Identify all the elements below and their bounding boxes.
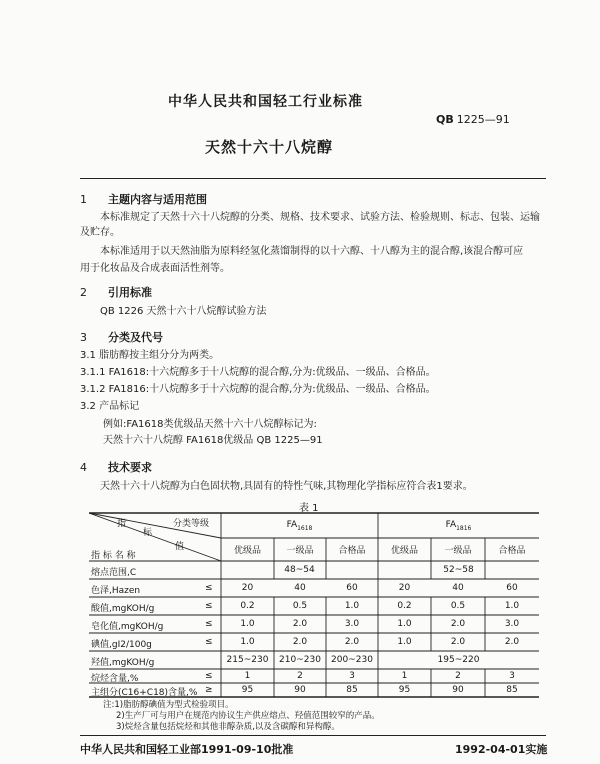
clause-3-2: 3.2 产品标记	[80, 401, 140, 412]
corner-label-value: 值	[175, 542, 185, 552]
row-operator: ≤	[205, 636, 213, 647]
table-note-2: 2)生产厂可与用户在规范内协议生产供应熔点、羟值范围较窄的产品。	[116, 711, 380, 721]
clause-3-1-2: 3.1.2 FA1816:十八烷醇多于十六烷醇的混合醇,分为:优级品、一级品、合格品。	[80, 384, 436, 395]
table-cell: 95	[398, 684, 411, 695]
table-cell: 1	[244, 670, 251, 681]
table-cell: 3.0	[504, 618, 520, 629]
corner-label-grade: 分类等级	[173, 519, 210, 529]
section-2-reference: QB 1226 天然十六十八烷醇试验方法	[100, 306, 267, 317]
row-label: 色泽,Hazen	[91, 585, 141, 596]
corner-label-zhi: 指	[117, 519, 127, 529]
merged-value-fa1618: 48~54	[284, 564, 315, 575]
grade-header-1: 优级品	[233, 546, 261, 556]
table-note-1: 注:1)脂肪醇碘值为型式检验项目。	[103, 700, 234, 710]
table-cell: 1.0	[397, 618, 412, 629]
row-operator: ≤	[205, 670, 213, 681]
merged-value-fa1816: 52~58	[443, 564, 474, 575]
row-label: 熔点范围,C	[91, 567, 137, 578]
clause-3-1: 3.1 脂肪醇按主组分分为两类。	[80, 350, 220, 361]
table-note-3: 3)烷烃含量包括烷烃和其他非醇杂质,以及含碳醇和异构醇。	[116, 722, 340, 732]
table-cell: 1.0	[344, 600, 360, 611]
corner-label-biao: 标	[143, 528, 153, 538]
row-label: 主组分(C16+C18)含量,%	[91, 687, 198, 698]
table-cell: 200~230	[331, 654, 373, 665]
table-cell: 2.0	[292, 636, 308, 647]
table-cell: 60	[346, 582, 358, 593]
table-cell: 0.2	[240, 600, 255, 611]
effective-date: 1992-04-01实施	[455, 743, 548, 756]
approval-line: 中华人民共和国轻工业部1991-09-10批准	[80, 743, 294, 756]
table-cell: 1.0	[504, 600, 520, 611]
group-header-fa1618: $FA_{1618}$	[286, 520, 313, 532]
table-1	[89, 512, 539, 698]
corner-label-name: 指 标 名 称	[91, 551, 136, 561]
table-cell: 1.0	[240, 618, 255, 629]
table-cell: 40	[452, 582, 464, 593]
section-1-para-2: 本标准适用于以天然油脂为原料经氢化蒸馏制得的以十六醇、十八醇为主的混合醇,该混合醇可应	[100, 246, 524, 257]
table-cell: 60	[506, 582, 518, 593]
row-operator: ≥	[205, 684, 213, 695]
grade-header-4: 优级品	[390, 546, 418, 556]
row-operator: ≤	[205, 600, 213, 611]
merged-value-fa1816: 195~220	[437, 654, 480, 665]
standard-code	[436, 113, 510, 126]
row-operator: ≤	[205, 582, 213, 593]
section-1-para-1-cont: 及贮存。	[80, 227, 120, 238]
table-cell: 85	[506, 684, 518, 695]
section-4-heading: 4 技术要求	[80, 461, 152, 474]
table-cell: 20	[398, 582, 411, 593]
section-2-heading: 2 引用标准	[80, 286, 152, 299]
standard-prefix: QB	[436, 113, 454, 126]
table-cell: 20	[241, 582, 254, 593]
table-cell: 2.0	[292, 618, 308, 629]
table-cell: 0.2	[397, 600, 412, 611]
table-cell: 85	[346, 684, 358, 695]
top-rule	[80, 178, 546, 179]
row-label: 碘值,gI2/100g	[91, 639, 152, 650]
table-cell: 2.0	[450, 618, 466, 629]
row-label: 酸值,mgKOH/g	[91, 603, 155, 614]
table-cell: 2	[297, 670, 303, 681]
table-cell: 95	[241, 684, 254, 695]
table-caption: 表 1	[299, 503, 319, 514]
bottom-rule	[80, 735, 546, 736]
standard-number: 1225—91	[456, 113, 510, 126]
table-cell: 3	[349, 670, 355, 681]
section-1-para-1: 本标准规定了天然十六十八烷醇的分类、规格、技术要求、试验方法、检验规则、标志、包装、运输	[100, 212, 540, 223]
table-cell: 210~230	[279, 654, 321, 665]
clause-3-1-1: 3.1.1 FA1618:十六烷醇多于十八烷醇的混合醇,分为:优级品、一级品、合格品。	[80, 367, 436, 378]
row-label: 烷烃含量,%	[91, 673, 139, 684]
table-cell: 1.0	[397, 636, 412, 647]
table-cell: 1.0	[240, 636, 255, 647]
issuer-title: 中华人民共和国轻工行业标准	[168, 94, 363, 110]
table-cell: 215~230	[226, 654, 269, 665]
table-cell: 0.5	[292, 600, 308, 611]
table-cell: 90	[452, 684, 464, 695]
table-cell: 2	[455, 670, 461, 681]
table-cell: 40	[294, 582, 306, 593]
table-cell: 3.0	[344, 618, 360, 629]
grade-header-6: 合格品	[498, 546, 526, 556]
grade-header-5: 一级品	[444, 546, 472, 556]
table-cell: 3	[509, 670, 515, 681]
section-3-heading: 3 分类及代号	[80, 331, 163, 344]
grade-header-3: 合格品	[338, 546, 366, 556]
table-cell: 2.0	[504, 636, 520, 647]
table-cell: 2.0	[344, 636, 360, 647]
section-1-para-2-cont: 用于化妆品及合成表面活性剂等。	[80, 263, 230, 274]
grade-header-2: 一级品	[286, 546, 314, 556]
row-operator: ≤	[205, 618, 213, 629]
marking-example-intro: 例如:FA1618类优级品天然十六十八烷醇标记为:	[103, 419, 317, 430]
row-label: 羟值,mgKOH/g	[91, 657, 155, 668]
document-title: 天然十六十八烷醇	[205, 138, 334, 156]
table-cell: 1	[401, 670, 408, 681]
section-4-para: 天然十六十八烷醇为白色固状物,具固有的特性气味,其物理化学指标应符合表1要求。	[100, 481, 473, 492]
table-cell: 0.5	[450, 600, 466, 611]
section-1-heading: 1 主题内容与适用范围	[80, 193, 207, 206]
row-label: 皂化值,mgKOH/g	[91, 621, 164, 632]
table-cell: 2.0	[450, 636, 466, 647]
marking-example: 天然十六十八烷醇 FA1618优级品 QB 1225—91	[103, 435, 323, 446]
group-header-fa1816: $FA_{1816}$	[445, 520, 472, 532]
table-cell: 90	[294, 684, 306, 695]
